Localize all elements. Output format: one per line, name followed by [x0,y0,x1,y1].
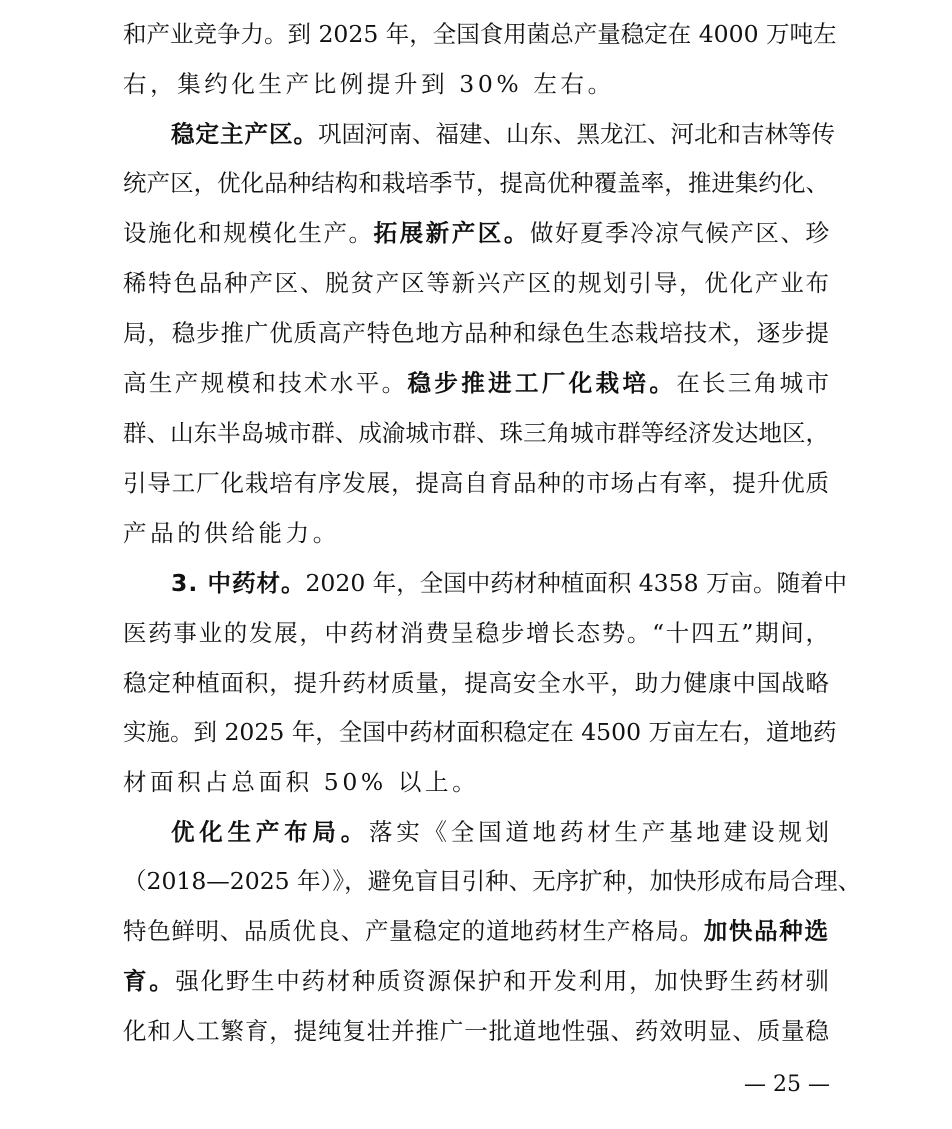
text-segment: 统产区，优化品种结构和栽培季节，提高优种覆盖率，推进集约化、 [123,169,829,197]
text-segment: 材面积占总面积 50% 以上。 [123,768,480,796]
text-segment: 群、山东半岛城市群、成渝城市群、珠三角城市群等经济发达地区， [123,419,829,447]
text-line [123,213,829,253]
bold-heading-segment: 稳定主产区。 [171,120,318,148]
text-segment: 医药事业的发展，中药材消费呈稳步增长态势。“十四五”期间， [123,619,829,647]
bold-heading-segment: 3. 中药材。 [171,569,306,597]
bold-heading-segment: 育。 [123,967,176,995]
text-segment: 落实《全国道地药材生产基地建设规划 [368,818,830,846]
text-line [123,363,829,403]
page-number: — 25 — [744,1072,830,1097]
bold-heading-segment: 拓展新产区。 [373,219,530,247]
text-segment: 和产业竞争力。到 2025 年，全国食用菌总产量稳定在 4000 万吨左 [123,20,837,48]
text-segment: 实施。到 2025 年，全国中药材面积稳定在 4500 万亩左右，道地药 [123,718,837,746]
text-segment: 设施化和规模化生产。 [123,219,374,247]
text-segment: 产品的供给能力。 [123,519,340,547]
text-segment: （2018—2025 年）》，避免盲目引种、无序扩种，加快形成布局合理、 [123,867,862,895]
text-line [123,463,829,503]
text-segment: 巩固河南、福建、山东、黑龙江、河北和吉林等传 [318,120,835,148]
text-line [171,563,847,603]
bold-heading-segment: 加快品种选 [703,917,830,945]
text-line [123,613,829,653]
text-segment: 在长三角城市 [676,369,830,397]
text-segment: 强化野生中药材种质资源保护和开发利用，加快野生药材驯 [175,967,830,995]
bold-heading-segment: 优化生产布局。 [171,818,369,846]
text-segment: 高生产规模和技术水平。 [123,369,408,397]
text-line [123,911,829,951]
text-segment: 2020 年，全国中药材种植面积 4358 万亩。随着中 [305,569,847,597]
text-segment: 稳定种植面积，提升药材质量，提高安全水平，助力健康中国战略 [123,669,829,697]
text-line [123,762,479,802]
text-segment: 做好夏季冷凉气候产区、珍 [529,219,830,247]
text-line [123,861,862,901]
text-line [123,263,829,303]
bold-heading-segment: 稳步推进工厂化栽培。 [407,369,677,397]
text-line [123,1011,829,1051]
text-line [123,313,829,353]
text-line [123,663,829,703]
text-segment: 稀特色品种产区、脱贫产区等新兴产区的规划引导，优化产业布 [123,269,829,297]
text-line [123,961,829,1001]
text-line [123,413,829,453]
text-segment: 局，稳步推广优质高产特色地方品种和绿色生态栽培技术，逐步提 [123,319,829,347]
text-line [123,163,829,203]
text-line [123,712,837,752]
text-line [123,14,837,54]
text-line [171,812,829,852]
text-segment: 引导工厂化栽培有序发展，提高自育品种的市场占有率，提升优质 [123,469,829,497]
text-line [123,64,615,104]
text-line [171,114,835,154]
text-segment: 特色鲜明、品质优良、产量稳定的道地药材生产格局。 [123,917,704,945]
text-segment: 化和人工繁育，提纯复壮并推广一批道地性强、药效明显、质量稳 [123,1017,829,1045]
text-segment: 右，集约化生产比例提升到 30% 左右。 [123,70,615,98]
text-line [123,513,340,553]
